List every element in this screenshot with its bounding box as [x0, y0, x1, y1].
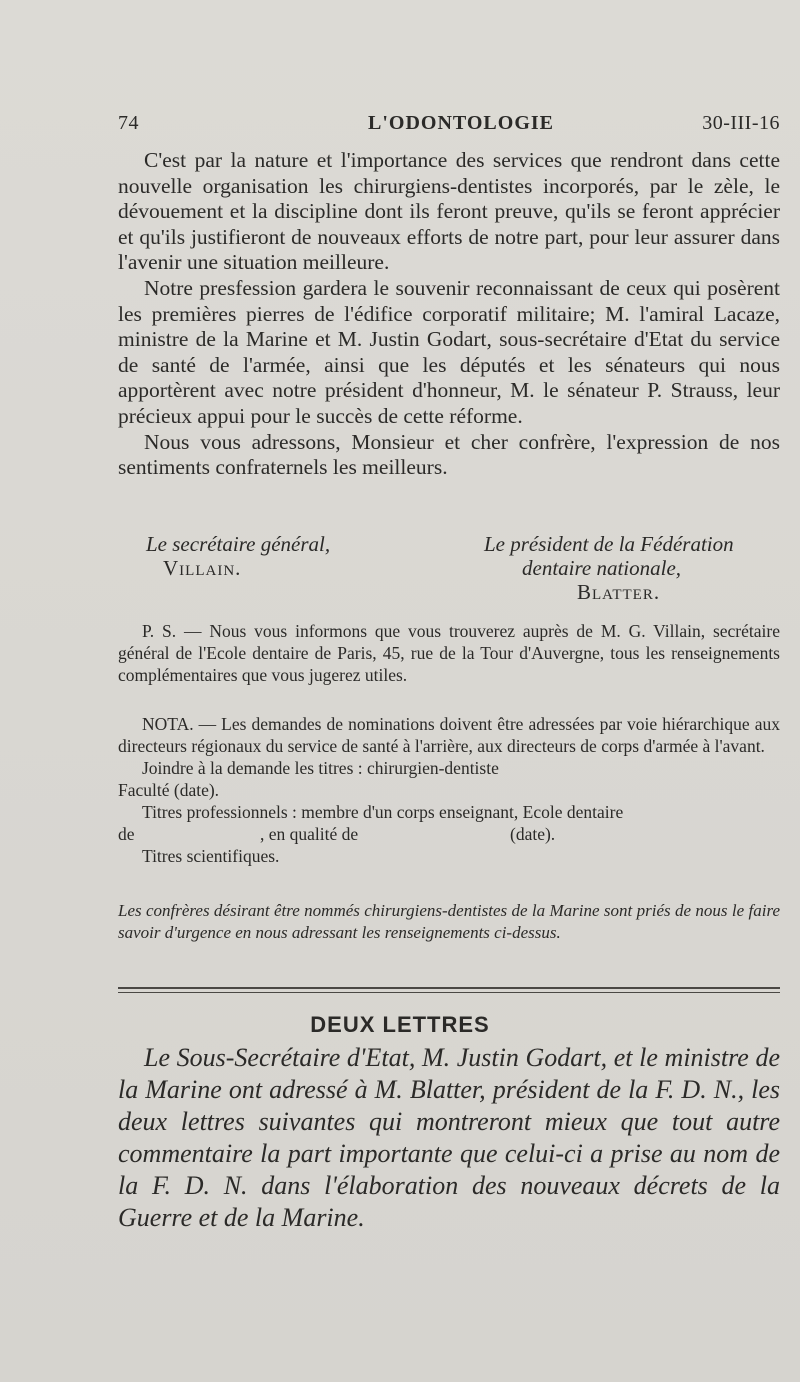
page-number: 74 [118, 112, 139, 134]
signature-right-title: Le président de la Fédération [484, 532, 734, 556]
journal-title: L'ODONTOLOGIE [368, 112, 555, 134]
signature-left-title: Le secrétaire général, [146, 532, 331, 556]
letter-paragraph-3: Nous vous adressons, Monsieur et cher confrère, l'expression de nos sentiments confraternels les meilleurs. [118, 429, 780, 480]
nota-joindre: Joindre à la demande les titres : chirurgien-dentiste [142, 758, 499, 778]
nota-qualite-row [118, 823, 780, 845]
section-divider-thick [118, 987, 780, 989]
letter-paragraph-1: C'est par la nature et l'importance des services que rendront dans cette nouvelle organisation les chirurgiens-dentistes incorporés, par le zèle, le dévouement et la discipline dont ils feront preuve, qu'ils se feront apprécier et qu'ils justifieront de nouveaux efforts de notre part, pour leur assurer dans l'avenir une situation meilleure. [118, 148, 780, 275]
letter-body [118, 148, 780, 481]
issue-date: 30-III-16 [702, 112, 780, 134]
running-header [118, 112, 780, 142]
nota-en-qualite: , en qualité de [260, 824, 359, 844]
postscript-block [118, 620, 780, 686]
nota-block [118, 713, 780, 867]
section-intro: Le Sous-Secrétaire d'Etat, M. Justin Godart, et le ministre de la Marine ont adressé à M. Blatter, président de la F. D. N., les deux lettres suivantes qui montreront mieux que tout autre commentaire la part importante que celui-ci a prise au nom de la F. D. N. dans l'élaboration des nouveaux décrets de la Guerre et de la Marine. [118, 1043, 780, 1232]
marine-note: Les confrères désirant être nommés chirurgiens-dentistes de la Marine sont priés de nous le faire savoir d'urgence en nous adressant les renseignements ci-dessus. [118, 901, 780, 942]
section-divider-thin [118, 992, 780, 993]
letter-paragraph-2: Notre presfession gardera le souvenir reconnaissant de ceux qui posèrent les premières pierres de l'édifice corporatif militaire; M. l'amiral Lacaze, ministre de la Marine et M. Justin Godart, sous-secrétaire d'Etat du service de santé de l'armée, ainsi que les députés et les sénateurs qui nous apportèrent avec notre président d'honneur, M. le sénateur P. Strauss, leur précieux appui pour le succès de cette réforme. [118, 275, 780, 428]
nota-de: de [118, 824, 135, 844]
signature-left-name: Villain. [163, 556, 242, 580]
postscript: P. S. — Nous vous informons que vous trouverez auprès de M. G. Villain, secrétaire général de l'Ecole dentaire de Paris, 45, rue de la Tour d'Auvergne, tous les renseignements complémentaires que vous jugerez utiles. [118, 621, 780, 685]
nota-text: NOTA. — Les demandes de nominations doivent être adressées par voie hiérarchique aux directeurs régionaux du service de santé à l'arrière, aux directeurs de corps d'armée à l'avant. [118, 714, 780, 756]
signature-right-subtitle: dentaire nationale, [522, 556, 682, 580]
nota-titres-sci: Titres scientifiques. [142, 846, 280, 866]
section-title: DEUX LETTRES [310, 1012, 490, 1037]
nota-titres-pro: Titres professionnels : membre d'un corps enseignant, Ecole dentaire [142, 802, 624, 822]
nota-faculte: Faculté (date). [118, 780, 220, 800]
nota-date: (date). [510, 824, 556, 844]
signature-right-name: Blatter. [577, 580, 661, 604]
